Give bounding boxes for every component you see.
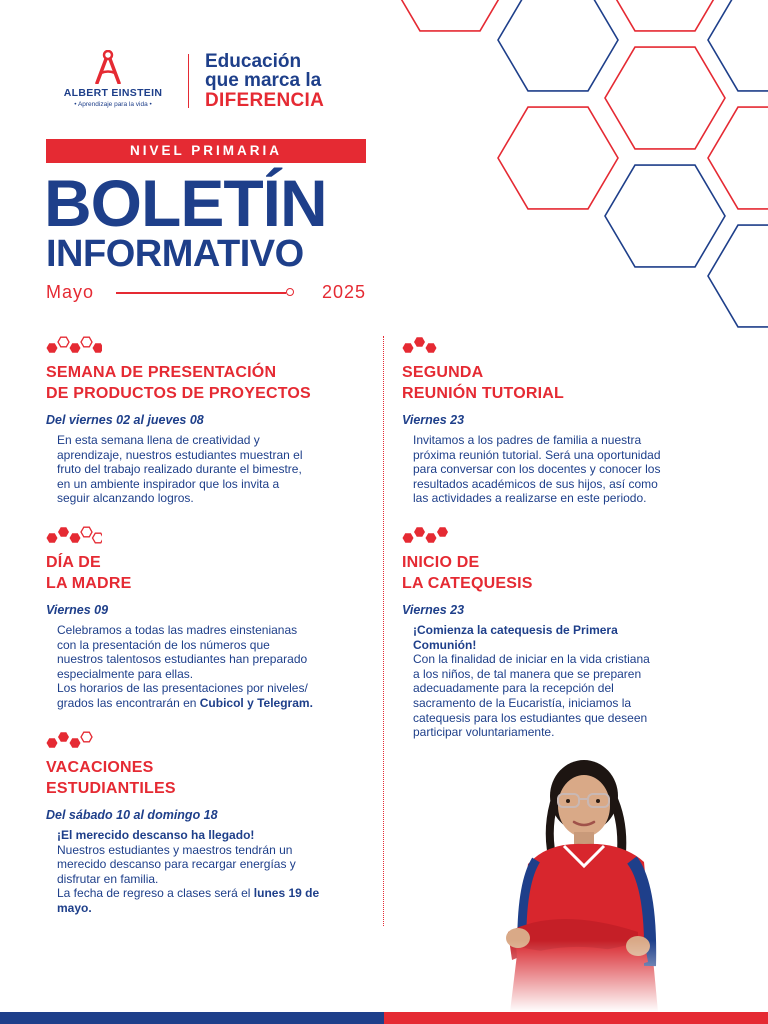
hexagon-mark bbox=[47, 533, 58, 543]
slogan-line-3: DIFERENCIA bbox=[205, 90, 325, 111]
body-line: merecido descanso para recargar energías y bbox=[57, 857, 296, 872]
body-line: resultados académicos de sus hijos, así como bbox=[413, 476, 658, 491]
section-title: SEMANA DE PRESENTACIÓN bbox=[46, 364, 277, 381]
hexagon-mark bbox=[81, 527, 92, 537]
body-line: a los niños, de tal manera que se preparen bbox=[413, 666, 642, 681]
hexagon-mark bbox=[47, 738, 58, 748]
section-date: Viernes 09 bbox=[46, 603, 109, 617]
hexagon-mark bbox=[81, 337, 92, 347]
background-hexagon bbox=[708, 0, 768, 91]
column-divider bbox=[383, 336, 384, 926]
background-hexagon bbox=[498, 0, 618, 91]
hexagon-mark bbox=[437, 527, 448, 537]
body-line: próxima reunión tutorial. Será una oportunidad bbox=[413, 447, 661, 462]
logo-tagline: • Aprendizaje para la vida • bbox=[74, 101, 152, 108]
slogan-line-2: que marca la bbox=[205, 70, 322, 91]
body-emphasis: Cubicol y Telegram. bbox=[199, 695, 313, 710]
hexagon-mark bbox=[403, 533, 414, 543]
hexagon-mark bbox=[58, 337, 69, 347]
body-line: catequesis para los estudiantes que deseen bbox=[413, 710, 648, 725]
hexagon-background bbox=[380, 0, 768, 340]
body-lead: ¡El merecido descanso ha llegado! bbox=[57, 828, 255, 842]
hexagon-mark bbox=[403, 343, 414, 353]
section-body bbox=[402, 623, 742, 740]
footer-bar-blue bbox=[0, 1012, 384, 1024]
hexagon-mark bbox=[426, 343, 437, 353]
section-body bbox=[46, 623, 376, 711]
footer-bar-red bbox=[384, 1012, 768, 1024]
student-photo bbox=[488, 756, 668, 1012]
hexagon-cluster-icon bbox=[46, 731, 102, 749]
body-lead: ¡Comienza la catequesis de Primera bbox=[413, 623, 618, 637]
hexagon-mark bbox=[70, 343, 81, 353]
body-emphasis: mayo. bbox=[57, 900, 92, 915]
date-divider-line bbox=[116, 292, 286, 294]
section-date: Viernes 23 bbox=[402, 603, 465, 617]
compass-a-icon bbox=[94, 50, 122, 84]
hexagon-cluster-icon bbox=[402, 526, 472, 544]
hexagon-mark bbox=[70, 533, 81, 543]
hexagon-mark bbox=[93, 533, 103, 543]
background-hexagon bbox=[708, 225, 768, 327]
section-title: LA CATEQUESIS bbox=[402, 575, 533, 592]
body-line: seguir alcanzando logros. bbox=[57, 491, 194, 506]
body-text: grados las encontrarán en bbox=[57, 695, 200, 710]
section-madre bbox=[46, 526, 376, 711]
body-line: Invitamos a los padres de familia a nuestra bbox=[413, 433, 642, 447]
body-line: Celebramos a todas las madres einstenianas bbox=[57, 623, 298, 637]
body-emphasis: lunes 19 de bbox=[253, 886, 320, 901]
hexagon-cluster-icon bbox=[46, 526, 102, 544]
body-line: participar voluntariamente. bbox=[413, 725, 555, 740]
body-line: aprendizaje, nuestros estudiantes muestran el bbox=[57, 447, 303, 462]
body-line: Con la finalidad de iniciar en la vida cristiana bbox=[413, 652, 650, 667]
body-line: Los horarios de las presentaciones por niveles/ bbox=[57, 681, 308, 696]
newsletter-subtitle: INFORMATIVO bbox=[46, 233, 304, 275]
slogan-line-1: Educación bbox=[205, 51, 302, 72]
background-hexagon bbox=[605, 0, 725, 31]
logo-divider bbox=[188, 54, 189, 108]
body-line: nuestros talentosos estudiantes han preparado bbox=[57, 652, 308, 667]
hexagon-mark bbox=[58, 527, 69, 537]
logo-name: ALBERT EINSTEIN bbox=[63, 87, 163, 99]
body-line: con la presentación de los números que bbox=[57, 637, 270, 652]
section-title: ESTUDIANTILES bbox=[46, 780, 176, 797]
section-title: DE PRODUCTOS DE PROYECTOS bbox=[46, 385, 311, 402]
school-logo bbox=[48, 50, 178, 112]
background-hexagon bbox=[708, 107, 768, 209]
body-line: adecuadamente para la recepción del bbox=[413, 681, 614, 696]
hexagon-cluster-icon bbox=[402, 336, 458, 354]
section-title: SEGUNDA bbox=[402, 364, 484, 381]
body-line: disfrutar en familia. bbox=[57, 871, 159, 886]
background-hexagon bbox=[390, 0, 510, 31]
section-body bbox=[46, 828, 376, 916]
hexagon-mark bbox=[70, 738, 81, 748]
level-banner: NIVEL PRIMARIA bbox=[46, 139, 366, 163]
section-date: Del sábado 10 al domingo 18 bbox=[46, 808, 218, 822]
section-title: DÍA DE bbox=[46, 554, 101, 571]
body-line: Nuestros estudiantes y maestros tendrán un bbox=[57, 842, 293, 857]
section-date: Viernes 23 bbox=[402, 413, 465, 427]
body-line: sacramento de la Eucaristía, iniciamos la bbox=[413, 695, 632, 710]
background-hexagon bbox=[498, 107, 618, 209]
hexagon-cluster-icon bbox=[46, 336, 102, 354]
hexagon-mark bbox=[414, 527, 425, 537]
body-line: para conversar con los docentes y conocer los bbox=[413, 462, 661, 477]
section-body bbox=[46, 433, 376, 506]
hexagon-mark bbox=[426, 533, 437, 543]
body-line bbox=[57, 696, 376, 711]
issue-month: Mayo bbox=[46, 282, 95, 302]
hexagon-mark bbox=[58, 732, 69, 742]
body-lead: Comunión! bbox=[413, 637, 477, 652]
body-text: La fecha de regreso a clases será el bbox=[57, 886, 254, 901]
body-line: las actividades a realizarse en este periodo. bbox=[413, 491, 647, 506]
section-vacaciones bbox=[46, 731, 376, 916]
hexagon-mark bbox=[414, 337, 425, 347]
section-catequesis bbox=[402, 526, 742, 740]
body-line bbox=[57, 886, 376, 901]
date-divider-dot bbox=[286, 288, 294, 296]
section-body bbox=[402, 433, 742, 506]
body-line: fruto del trabajo realizado durante el bimestre, bbox=[57, 462, 302, 477]
section-title: REUNIÓN TUTORIAL bbox=[402, 385, 565, 402]
issue-year: 2025 bbox=[321, 282, 366, 302]
body-line: especialmente para ellas. bbox=[57, 666, 194, 681]
section-date: Del viernes 02 al jueves 08 bbox=[46, 413, 204, 427]
section-tutorial bbox=[402, 336, 742, 506]
section-title: VACACIONES bbox=[46, 759, 154, 776]
newsletter-title: BOLETÍN bbox=[44, 166, 327, 240]
body-line: en un ambiente inspirador que los invita a bbox=[57, 476, 280, 491]
hexagon-mark bbox=[47, 343, 58, 353]
hexagon-mark bbox=[93, 343, 103, 353]
issue-date bbox=[46, 280, 366, 304]
section-title: LA MADRE bbox=[46, 575, 132, 592]
background-hexagon bbox=[605, 47, 725, 149]
hexagon-mark bbox=[81, 732, 92, 742]
section-title: INICIO DE bbox=[402, 554, 480, 571]
background-hexagon bbox=[605, 165, 725, 267]
slogan bbox=[205, 52, 385, 111]
body-line: En esta semana llena de creatividad y bbox=[57, 433, 260, 447]
section-presentacion bbox=[46, 336, 376, 506]
